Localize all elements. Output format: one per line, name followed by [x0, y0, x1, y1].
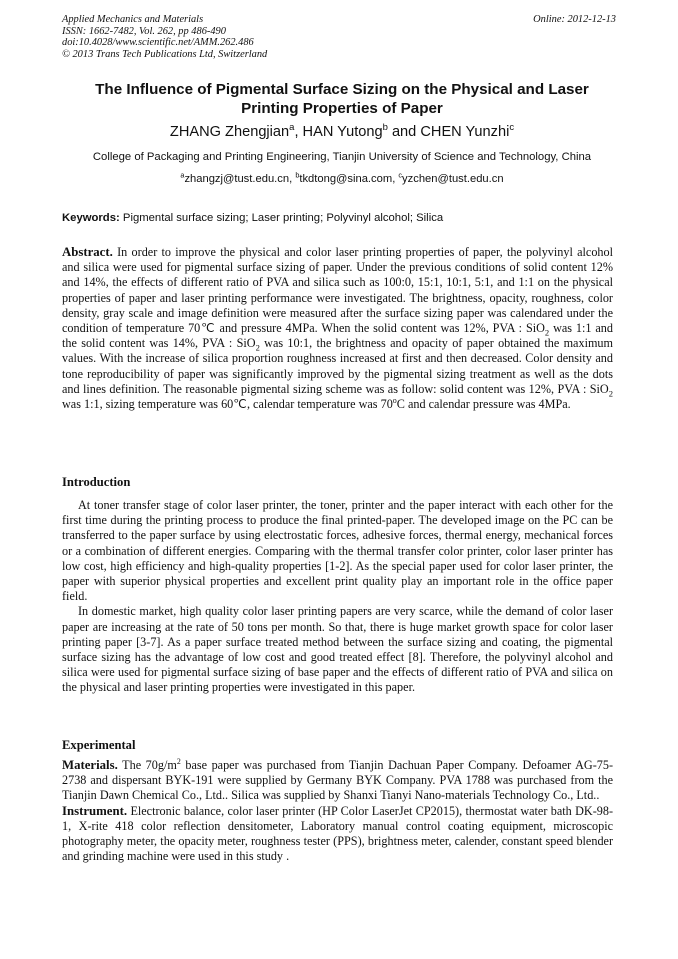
email-mark: c	[398, 170, 403, 180]
paragraph-text: The 70g/m	[122, 758, 177, 772]
keywords	[62, 211, 622, 225]
email-separator: ,	[289, 173, 296, 185]
author-name: ZHANG Zhengjian	[169, 124, 290, 140]
experimental-heading: Experimental	[62, 738, 136, 752]
instrument-label: Instrument.	[62, 803, 128, 818]
email-address[interactable]: yzchen@tust.edu.cn	[402, 173, 504, 185]
paragraph: In domestic market, high quality color laser printing papers are very scarce, while the demand of color laser paper are increasing at the rate of 50 tons per month. So that, there is huge market growth space for color laser printing paper [3-7]. As a paper surface treated method between the surface sizing and coating, the pigmental surface sizing has the advantage of low cost and good treated effect [8]. Therefore, the polyvinyl alcohol and silica were used for pigmental surface sizing of base paper and the effects of different ratio of PVA and silica on the physical and laser printing properties were investigated in this paper.	[62, 604, 613, 695]
subscript: 2	[608, 388, 613, 399]
paragraph: At toner transfer stage of color laser printer, the toner, printer and the paper interact with each other for the first time during the printing process to produce the final printed-paper. The developed image on the PC can be transferred to the paper surface by using electrostatic forces, adhesive forces, thermal energy, mechanical forces or a combination of different energies. Comparing with the thermal transfer color printer, color laser printer has low cost, high efficiency and high-quality properties [1-2]. As the special paper used for color laser printer, the paper with superior physical properties and excellent print quality play an important role in the office paper field.	[62, 498, 613, 604]
experimental-body	[62, 758, 613, 864]
keywords-label: Keywords:	[62, 212, 120, 224]
materials-paragraph	[62, 758, 613, 804]
email-mark: b	[295, 170, 300, 180]
abstract-text: C and calendar pressure was 4MPa.	[396, 397, 571, 412]
title-line-2: Printing Properties of Paper	[241, 100, 443, 117]
abstract	[62, 245, 613, 412]
email-separator: ,	[392, 173, 399, 185]
email-mark: a	[180, 170, 185, 180]
email-address[interactable]: tkdtong@sina.com	[299, 173, 393, 185]
journal-header	[62, 14, 622, 60]
abstract-text: was 1:1, sizing temperature was 60℃, calendar temperature was 70	[62, 397, 393, 412]
subscript: 2	[544, 327, 550, 338]
paragraph-text: base paper was purchased from Tianjin Dachuan Paper Company. Defoamer AG-75-2738 and dispersant BYK-191 were supplied by Germany BYK Company. PVA 1788 was purchased from the Tianjin Dawn Chemical Co., Ltd.. Silica was supplied by Shanxi Tianyi Nano-materials Technology Co., Ltd..	[62, 758, 614, 803]
abstract-text: was 10:1, the brightness and opacity of paper obtained the maximum values. With the increase of silica proportion roughness increased at first and then decreased. Color density and tone reproducibility of paper was significantly improved by the pigmental sizing treatment as well as the dots and lines definition. The reasonable pigmental sizing scheme was as follow: solid content was 12%, PVA : SiO	[62, 336, 614, 396]
abstract-text: was 1:1 and the solid content was 14%, PVA : SiO	[62, 321, 613, 351]
author-mark: a	[289, 122, 295, 134]
email-list	[62, 172, 622, 186]
paragraph-text: Electronic balance, color laser printer (HP Color LaserJet CP2015), thermostat water bath DK-98-1, X-rite 418 color reflection densitometer, Laboratory manual control coating equipment, microscopic photography meter, the opacity meter, roughness tester (PPS), brightness meter, calender, constant speed blender and grinding machine were used in this study .	[62, 803, 614, 864]
paper-title	[62, 80, 622, 118]
email-address[interactable]: zhangzj@tust.edu.cn	[184, 173, 290, 185]
superscript: o	[392, 395, 397, 405]
author-mark: b	[382, 122, 388, 134]
online-date: Online: 2012-12-13	[533, 14, 616, 25]
abstract-label: Abstract.	[62, 245, 113, 259]
copyright-line: © 2013 Trans Tech Publications Ltd, Switzerland	[62, 48, 268, 60]
subscript: 2	[255, 342, 260, 353]
instrument-paragraph	[62, 804, 613, 865]
issn-line: ISSN: 1662-7482, Vol. 262, pp 486-490	[62, 25, 226, 37]
author-separator: and	[387, 124, 421, 140]
author-mark: c	[509, 122, 515, 134]
title-line-1: The Influence of Pigmental Surface Sizing on the Physical and Laser	[95, 81, 589, 98]
introduction-body	[62, 498, 613, 696]
materials-label: Materials.	[62, 758, 118, 772]
author-separator: ,	[294, 124, 303, 140]
superscript: 2	[176, 756, 181, 766]
doi-line: doi:10.4028/www.scientific.net/AMM.262.486	[62, 37, 254, 49]
keywords-text: Pigmental surface sizing; Laser printing; Polyvinyl alcohol; Silica	[122, 212, 444, 224]
abstract-text: In order to improve the physical and color laser printing properties of paper, the polyvinyl alcohol and silica were used for pigmental surface sizing of paper. Under the previous conditions of solid content 12% and 14%, the effects of different ratio of PVA and silica such as 100:0, 15:1, 10:1, 5:1, and 1:1 on the physical properties of paper and laser printing performance were investigated. The brightness, opacity, roughness, color density, gray scale and image definition were measured after the surface sizing paper was calendared under the condition of temperature 70℃ and pressure 4MPa. When the solid content was 12%, PVA : SiO	[62, 245, 613, 336]
affiliation: College of Packaging and Printing Engineering, Tianjin University of Science and Technology, China	[92, 151, 592, 163]
author-list	[62, 123, 622, 141]
journal-name: Applied Mechanics and Materials	[62, 14, 204, 25]
author-name: HAN Yutong	[302, 124, 383, 140]
author-name: CHEN Yunzhi	[420, 124, 510, 140]
introduction-heading: Introduction	[62, 475, 131, 489]
